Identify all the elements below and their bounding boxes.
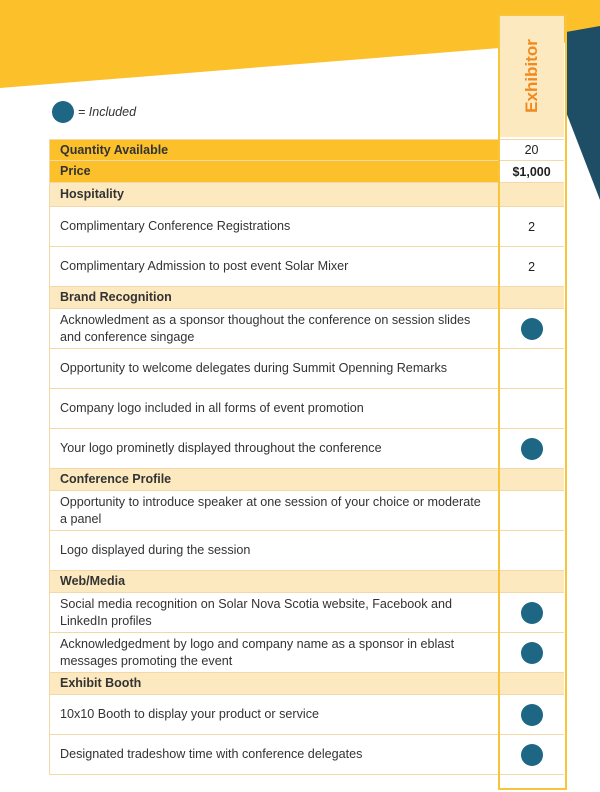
table-row bbox=[49, 247, 564, 287]
column-title: Exhibitor bbox=[521, 39, 541, 113]
exhibitor-cell bbox=[498, 247, 564, 286]
included-dot-icon bbox=[521, 318, 543, 340]
included-dot-icon bbox=[521, 438, 543, 460]
exhibitor-cell bbox=[498, 593, 564, 632]
exhibitor-cell bbox=[498, 140, 564, 160]
table-row bbox=[49, 161, 564, 183]
table-row bbox=[49, 491, 564, 531]
table-row bbox=[49, 735, 564, 775]
included-dot-icon bbox=[521, 704, 543, 726]
exhibitor-cell bbox=[498, 207, 564, 246]
benefit-label: Designated tradeshow time with conference delegates bbox=[49, 735, 498, 774]
table-row bbox=[49, 389, 564, 429]
section-title: Exhibit Booth bbox=[49, 673, 498, 694]
cell-value: $1,000 bbox=[512, 164, 551, 179]
section-title: Conference Profile bbox=[49, 469, 498, 490]
table-row bbox=[49, 429, 564, 469]
exhibitor-cell bbox=[498, 309, 564, 348]
legend-label: = Included bbox=[78, 105, 137, 119]
section-title: Brand Recognition bbox=[49, 287, 498, 308]
section-title: Web/Media bbox=[49, 571, 498, 592]
table-row bbox=[49, 531, 564, 571]
cell-value: 2 bbox=[528, 259, 536, 274]
exhibitor-cell bbox=[498, 183, 564, 206]
section-header-row bbox=[49, 183, 564, 207]
table-row bbox=[49, 695, 564, 735]
table-row bbox=[49, 633, 564, 673]
column-header bbox=[499, 15, 564, 137]
section-header-row bbox=[49, 673, 564, 695]
included-dot-icon bbox=[521, 744, 543, 766]
benefit-label: 10x10 Booth to display your product or service bbox=[49, 695, 498, 734]
cell-value: 2 bbox=[528, 219, 536, 234]
section-header-row bbox=[49, 287, 564, 309]
benefit-label: Opportunity to welcome delegates during Summit Openning Remarks bbox=[49, 349, 498, 388]
benefit-label: Complimentary Admission to post event Solar Mixer bbox=[49, 247, 498, 286]
section-header-row bbox=[49, 571, 564, 593]
benefit-label: Social media recognition on Solar Nova Scotia website, Facebook and LinkedIn profiles bbox=[49, 593, 498, 632]
section-header-row bbox=[49, 469, 564, 491]
exhibitor-cell bbox=[498, 673, 564, 694]
exhibitor-cell bbox=[498, 491, 564, 530]
table-row bbox=[49, 309, 564, 349]
included-dot-icon bbox=[52, 101, 74, 123]
benefit-label: Quantity Available bbox=[49, 140, 498, 160]
table-row bbox=[49, 349, 564, 389]
cell-value: 20 bbox=[524, 143, 539, 157]
exhibitor-cell bbox=[498, 429, 564, 468]
table-row bbox=[49, 593, 564, 633]
section-title: Hospitality bbox=[49, 183, 498, 206]
exhibitor-cell bbox=[498, 161, 564, 182]
benefit-label: Price bbox=[49, 161, 498, 182]
benefit-label: Complimentary Conference Registrations bbox=[49, 207, 498, 246]
exhibitor-cell bbox=[498, 287, 564, 308]
benefit-label: Acknowledment as a sponsor thoughout the conference on session slides and conference singage bbox=[49, 309, 498, 348]
table-row bbox=[49, 207, 564, 247]
included-dot-icon bbox=[521, 642, 543, 664]
exhibitor-cell bbox=[498, 695, 564, 734]
benefit-label: Opportunity to introduce speaker at one session of your choice or moderate a panel bbox=[49, 491, 498, 530]
benefit-label: Logo displayed during the session bbox=[49, 531, 498, 570]
navy-corner-shape bbox=[566, 26, 600, 200]
benefit-label: Acknowledgedment by logo and company name as a sponsor in eblast messages promoting the event bbox=[49, 633, 498, 672]
exhibitor-cell bbox=[498, 531, 564, 570]
table-row bbox=[49, 139, 564, 161]
exhibitor-cell bbox=[498, 735, 564, 774]
exhibitor-cell bbox=[498, 349, 564, 388]
benefit-label: Your logo prominetly displayed throughout the conference bbox=[49, 429, 498, 468]
exhibitor-cell bbox=[498, 571, 564, 592]
sponsorship-table bbox=[49, 139, 564, 775]
exhibitor-cell bbox=[498, 469, 564, 490]
exhibitor-cell bbox=[498, 633, 564, 672]
exhibitor-cell bbox=[498, 389, 564, 428]
benefit-label: Company logo included in all forms of event promotion bbox=[49, 389, 498, 428]
legend bbox=[52, 101, 136, 123]
included-dot-icon bbox=[521, 602, 543, 624]
